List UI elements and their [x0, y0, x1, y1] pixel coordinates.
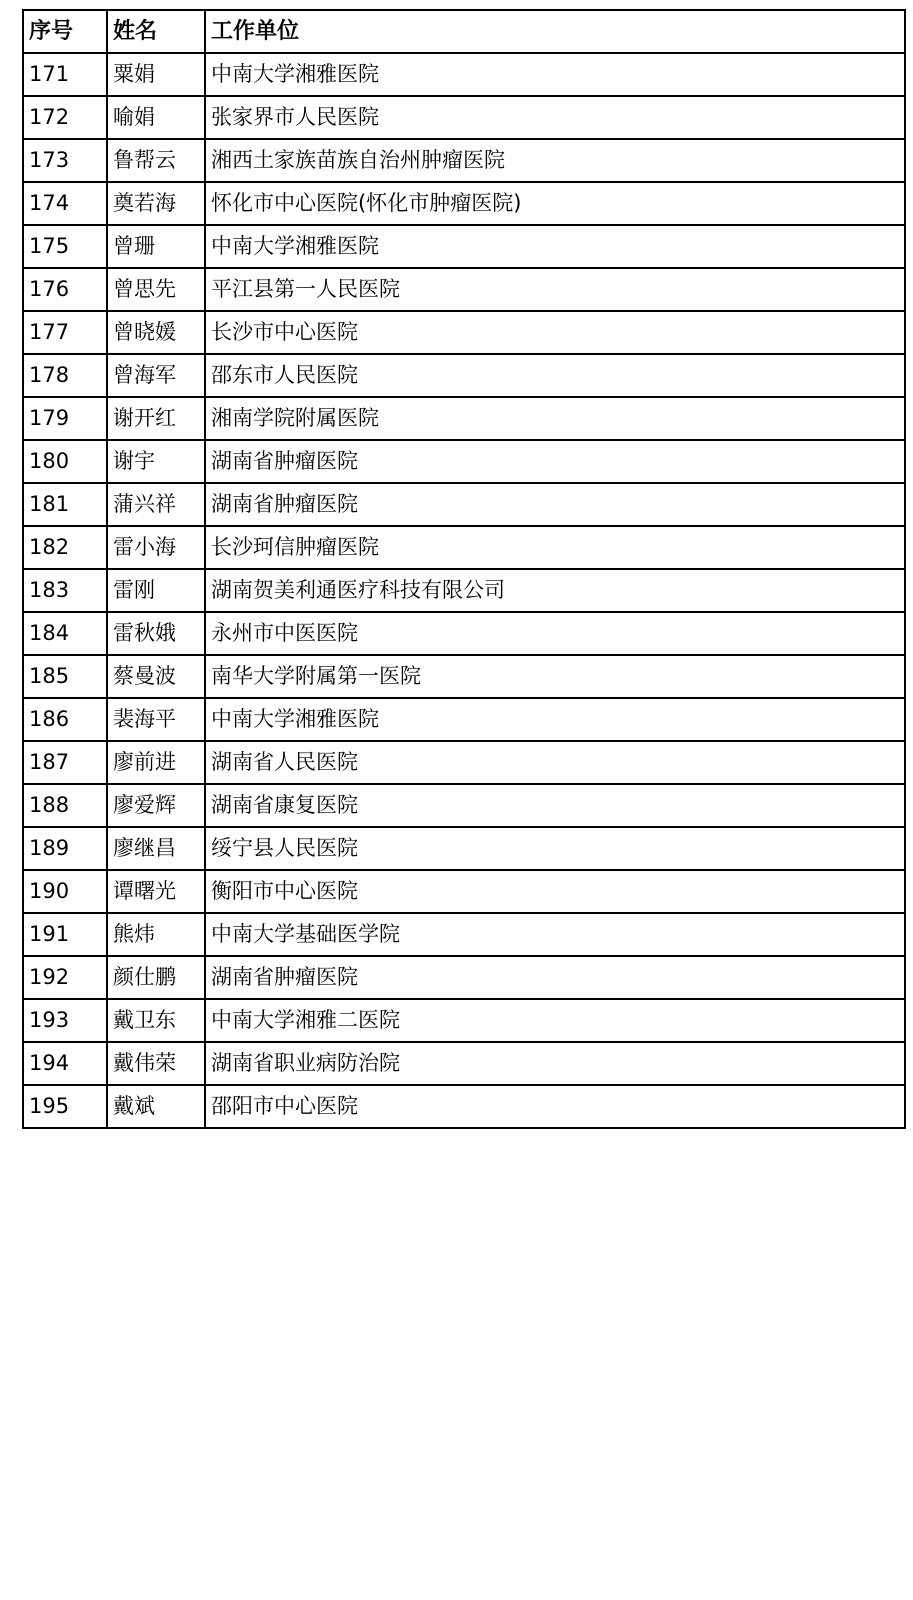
cell-name: 奠若海: [107, 182, 205, 225]
table-row: [23, 354, 905, 397]
cell-workplace: 邵东市人民医院: [205, 354, 905, 397]
cell-workplace: 湖南省职业病防治院: [205, 1042, 905, 1085]
cell-workplace: 湖南省人民医院: [205, 741, 905, 784]
cell-name: 裴海平: [107, 698, 205, 741]
cell-serial-number: 171: [23, 53, 107, 96]
cell-serial-number: 179: [23, 397, 107, 440]
cell-workplace: 怀化市中心医院(怀化市肿瘤医院): [205, 182, 905, 225]
cell-workplace: 邵阳市中心医院: [205, 1085, 905, 1128]
cell-serial-number: 178: [23, 354, 107, 397]
table-row: [23, 1085, 905, 1128]
cell-serial-number: 174: [23, 182, 107, 225]
cell-workplace: 绥宁县人民医院: [205, 827, 905, 870]
cell-workplace: 中南大学湘雅医院: [205, 698, 905, 741]
cell-name: 曾晓媛: [107, 311, 205, 354]
cell-name: 熊炜: [107, 913, 205, 956]
cell-name: 颜仕鹏: [107, 956, 205, 999]
cell-workplace: 中南大学湘雅二医院: [205, 999, 905, 1042]
cell-name: 雷刚: [107, 569, 205, 612]
cell-workplace: 湖南贺美利通医疗科技有限公司: [205, 569, 905, 612]
table-row: [23, 612, 905, 655]
cell-serial-number: 190: [23, 870, 107, 913]
table-row: [23, 225, 905, 268]
table-row: [23, 311, 905, 354]
cell-workplace: 中南大学湘雅医院: [205, 53, 905, 96]
header-serial-number: 序号: [23, 10, 107, 53]
cell-serial-number: 194: [23, 1042, 107, 1085]
cell-workplace: 中南大学基础医学院: [205, 913, 905, 956]
cell-name: 鲁帮云: [107, 139, 205, 182]
cell-serial-number: 177: [23, 311, 107, 354]
table-row: [23, 483, 905, 526]
table-row: [23, 956, 905, 999]
cell-workplace: 湖南省肿瘤医院: [205, 440, 905, 483]
header-row: [23, 10, 905, 53]
table-header: [23, 10, 905, 53]
cell-workplace: 湖南省康复医院: [205, 784, 905, 827]
cell-workplace: 湖南省肿瘤医院: [205, 483, 905, 526]
cell-serial-number: 184: [23, 612, 107, 655]
cell-name: 雷小海: [107, 526, 205, 569]
table-row: [23, 741, 905, 784]
table-row: [23, 53, 905, 96]
table-row: [23, 397, 905, 440]
cell-name: 戴斌: [107, 1085, 205, 1128]
table-row: [23, 96, 905, 139]
cell-workplace: 湘西土家族苗族自治州肿瘤医院: [205, 139, 905, 182]
cell-name: 廖爱辉: [107, 784, 205, 827]
cell-workplace: 中南大学湘雅医院: [205, 225, 905, 268]
cell-name: 廖继昌: [107, 827, 205, 870]
cell-serial-number: 192: [23, 956, 107, 999]
cell-serial-number: 195: [23, 1085, 107, 1128]
cell-serial-number: 191: [23, 913, 107, 956]
cell-serial-number: 173: [23, 139, 107, 182]
cell-serial-number: 180: [23, 440, 107, 483]
cell-workplace: 长沙市中心医院: [205, 311, 905, 354]
cell-serial-number: 193: [23, 999, 107, 1042]
table-row: [23, 999, 905, 1042]
cell-serial-number: 183: [23, 569, 107, 612]
cell-workplace: 衡阳市中心医院: [205, 870, 905, 913]
cell-workplace: 永州市中医医院: [205, 612, 905, 655]
table-row: [23, 139, 905, 182]
cell-serial-number: 185: [23, 655, 107, 698]
table-row: [23, 182, 905, 225]
cell-workplace: 平江县第一人民医院: [205, 268, 905, 311]
cell-name: 曾珊: [107, 225, 205, 268]
table-row: [23, 655, 905, 698]
cell-name: 曾思先: [107, 268, 205, 311]
cell-name: 雷秋娥: [107, 612, 205, 655]
cell-serial-number: 172: [23, 96, 107, 139]
cell-serial-number: 189: [23, 827, 107, 870]
cell-serial-number: 175: [23, 225, 107, 268]
cell-workplace: 张家界市人民医院: [205, 96, 905, 139]
cell-name: 谢宇: [107, 440, 205, 483]
cell-name: 蔡曼波: [107, 655, 205, 698]
table-row: [23, 1042, 905, 1085]
table-row: [23, 569, 905, 612]
cell-name: 戴伟荣: [107, 1042, 205, 1085]
cell-name: 蒲兴祥: [107, 483, 205, 526]
cell-workplace: 南华大学附属第一医院: [205, 655, 905, 698]
cell-name: 谢开红: [107, 397, 205, 440]
table-row: [23, 526, 905, 569]
cell-name: 粟娟: [107, 53, 205, 96]
table-row: [23, 913, 905, 956]
header-name: 姓名: [107, 10, 205, 53]
cell-serial-number: 186: [23, 698, 107, 741]
cell-serial-number: 188: [23, 784, 107, 827]
table-row: [23, 827, 905, 870]
cell-name: 谭曙光: [107, 870, 205, 913]
table-row: [23, 784, 905, 827]
cell-workplace: 长沙珂信肿瘤医院: [205, 526, 905, 569]
table-row: [23, 870, 905, 913]
table-row: [23, 698, 905, 741]
table-row: [23, 440, 905, 483]
roster-table: [22, 9, 906, 1129]
cell-name: 戴卫东: [107, 999, 205, 1042]
table-body: [23, 53, 905, 1128]
cell-name: 曾海军: [107, 354, 205, 397]
cell-serial-number: 181: [23, 483, 107, 526]
cell-workplace: 湘南学院附属医院: [205, 397, 905, 440]
cell-serial-number: 176: [23, 268, 107, 311]
cell-name: 喻娟: [107, 96, 205, 139]
table-row: [23, 268, 905, 311]
cell-name: 廖前进: [107, 741, 205, 784]
header-workplace: 工作单位: [205, 10, 905, 53]
cell-workplace: 湖南省肿瘤医院: [205, 956, 905, 999]
cell-serial-number: 182: [23, 526, 107, 569]
cell-serial-number: 187: [23, 741, 107, 784]
